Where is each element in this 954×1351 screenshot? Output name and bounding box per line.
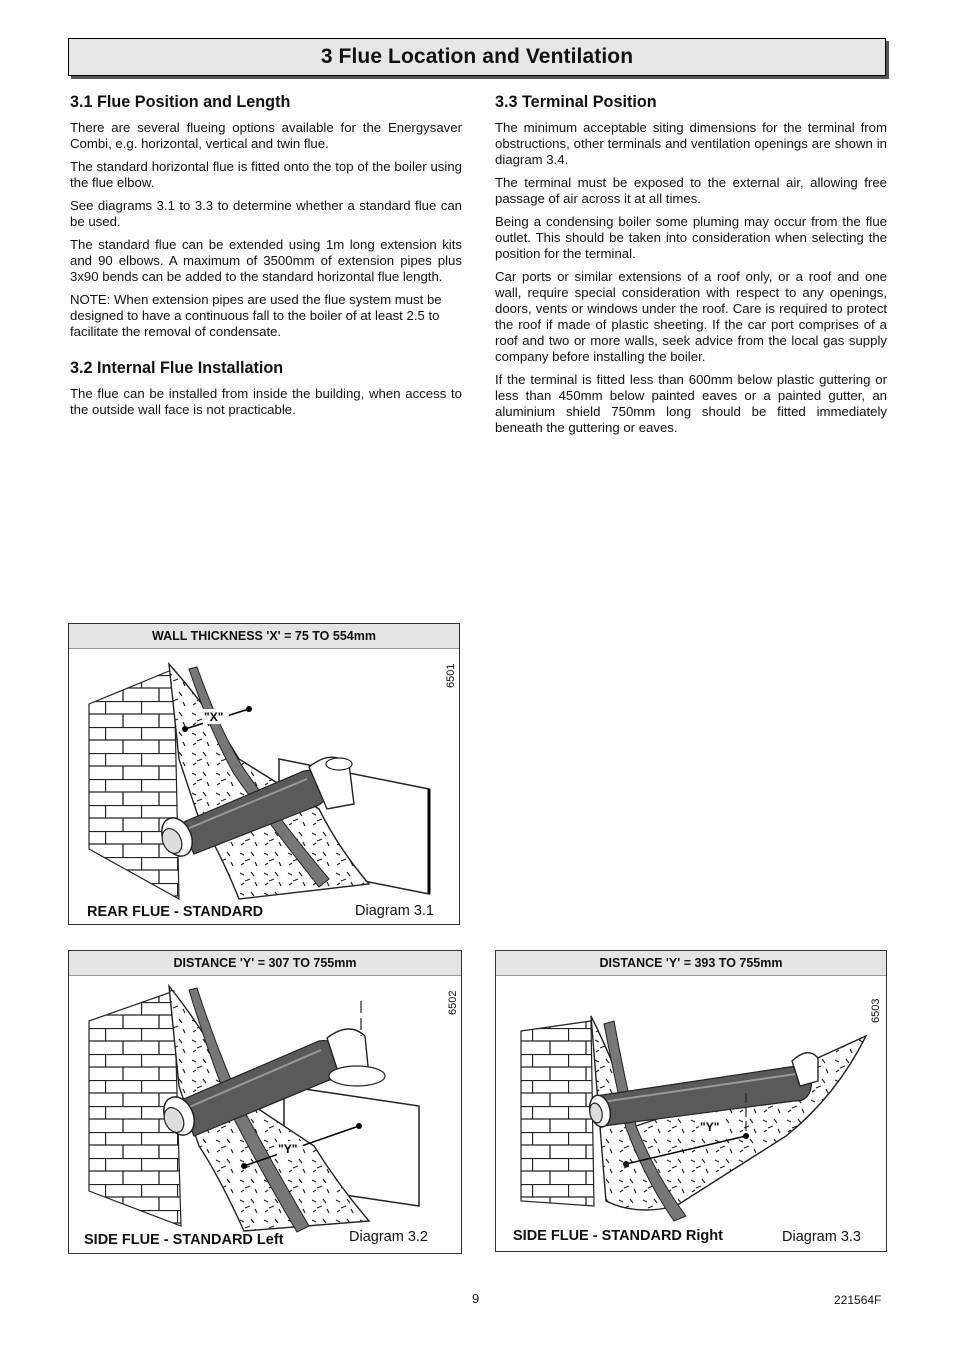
figure-code: 6502 bbox=[447, 990, 459, 1015]
document-code: 221564F bbox=[834, 1293, 882, 1307]
paragraph: The standard horizontal flue is fitted onto the top of the boiler using the flue elbow. bbox=[70, 159, 462, 190]
paragraph: The terminal must be exposed to the external air, allowing free passage of air across it at all times. bbox=[495, 175, 887, 206]
section-heading-flue-position: 3.1 Flue Position and Length bbox=[70, 93, 291, 111]
right-column bbox=[495, 92, 887, 443]
paragraph: The standard flue can be extended using 1m long extension kits and 90 elbows. A maximum of 3500mm of extension pipes plus 3x90 bends can be added to the standard horizontal flue length. bbox=[70, 237, 462, 284]
diagram-caption: REAR FLUE - STANDARD bbox=[87, 904, 264, 920]
figure-code: 6503 bbox=[870, 998, 882, 1023]
page-title-bar bbox=[68, 38, 886, 76]
diagram-rear-flue bbox=[68, 623, 460, 925]
diagram-header: WALL THICKNESS 'X' = 75 TO 554mm bbox=[69, 624, 459, 649]
dimension-label-y: "Y" bbox=[278, 1142, 298, 1156]
diagram-caption: SIDE FLUE - STANDARD Right bbox=[513, 1228, 723, 1244]
paragraph: The flue can be installed from inside the building, when access to the outside wall face is not practicable. bbox=[70, 386, 462, 417]
side-flue-right-illustration bbox=[496, 976, 886, 1251]
section-heading-internal-flue: 3.2 Internal Flue Installation bbox=[70, 359, 284, 377]
dimension-label-y: "Y" bbox=[700, 1120, 720, 1134]
paragraph: Car ports or similar extensions of a roof only, or a roof and one wall, require special consideration with respect to any openings, doors, vents or windows under the roof. Care is required to protect the roof if made of plastic sheeting. If the car port comprises of a roof and two or more walls, seek advice from the local gas supply company before installing the boiler. bbox=[495, 269, 887, 364]
diagram-number: Diagram 3.2 bbox=[349, 1229, 428, 1245]
side-flue-left-illustration bbox=[69, 976, 461, 1253]
left-column bbox=[70, 92, 462, 425]
paragraph: There are several flueing options available for the Energysaver Combi, e.g. horizontal, vertical and twin flue. bbox=[70, 120, 462, 151]
paragraph: If the terminal is fitted less than 600mm below plastic guttering or less than 450mm below painted eaves or a painted gutter, an aluminium shield 750mm long should be fitted immediately beneath the guttering or eaves. bbox=[495, 372, 887, 435]
diagram-side-flue-right bbox=[495, 950, 887, 1252]
page-number: 9 bbox=[472, 1291, 480, 1306]
diagram-number: Diagram 3.3 bbox=[782, 1229, 861, 1245]
page-title: 3 Flue Location and Ventilation bbox=[320, 45, 634, 68]
section-heading-terminal-position: 3.3 Terminal Position bbox=[495, 93, 657, 111]
figure-code: 6501 bbox=[445, 663, 457, 688]
diagram-caption: SIDE FLUE - STANDARD Left bbox=[84, 1232, 284, 1248]
diagram-header: DISTANCE 'Y' = 307 TO 755mm bbox=[69, 951, 461, 976]
diagram-header: DISTANCE 'Y' = 393 TO 755mm bbox=[496, 951, 886, 976]
rear-flue-illustration bbox=[69, 649, 459, 924]
dimension-label-x: "X" bbox=[204, 710, 224, 724]
diagram-side-flue-left bbox=[68, 950, 462, 1254]
paragraph: NOTE: When extension pipes are used the flue system must be designed to have a continuous fall to the boiler of at least 2.5 to facilitate the removal of condensate. bbox=[70, 292, 442, 339]
paragraph: See diagrams 3.1 to 3.3 to determine whether a standard flue can be used. bbox=[70, 198, 462, 229]
paragraph: The minimum acceptable siting dimensions for the terminal from obstructions, other terminals and ventilation openings are shown in diagram 3.4. bbox=[495, 120, 887, 167]
paragraph: Being a condensing boiler some pluming may occur from the flue outlet. This should be taken into consideration when selecting the position for the terminal. bbox=[495, 214, 887, 261]
diagram-number: Diagram 3.1 bbox=[355, 903, 434, 919]
